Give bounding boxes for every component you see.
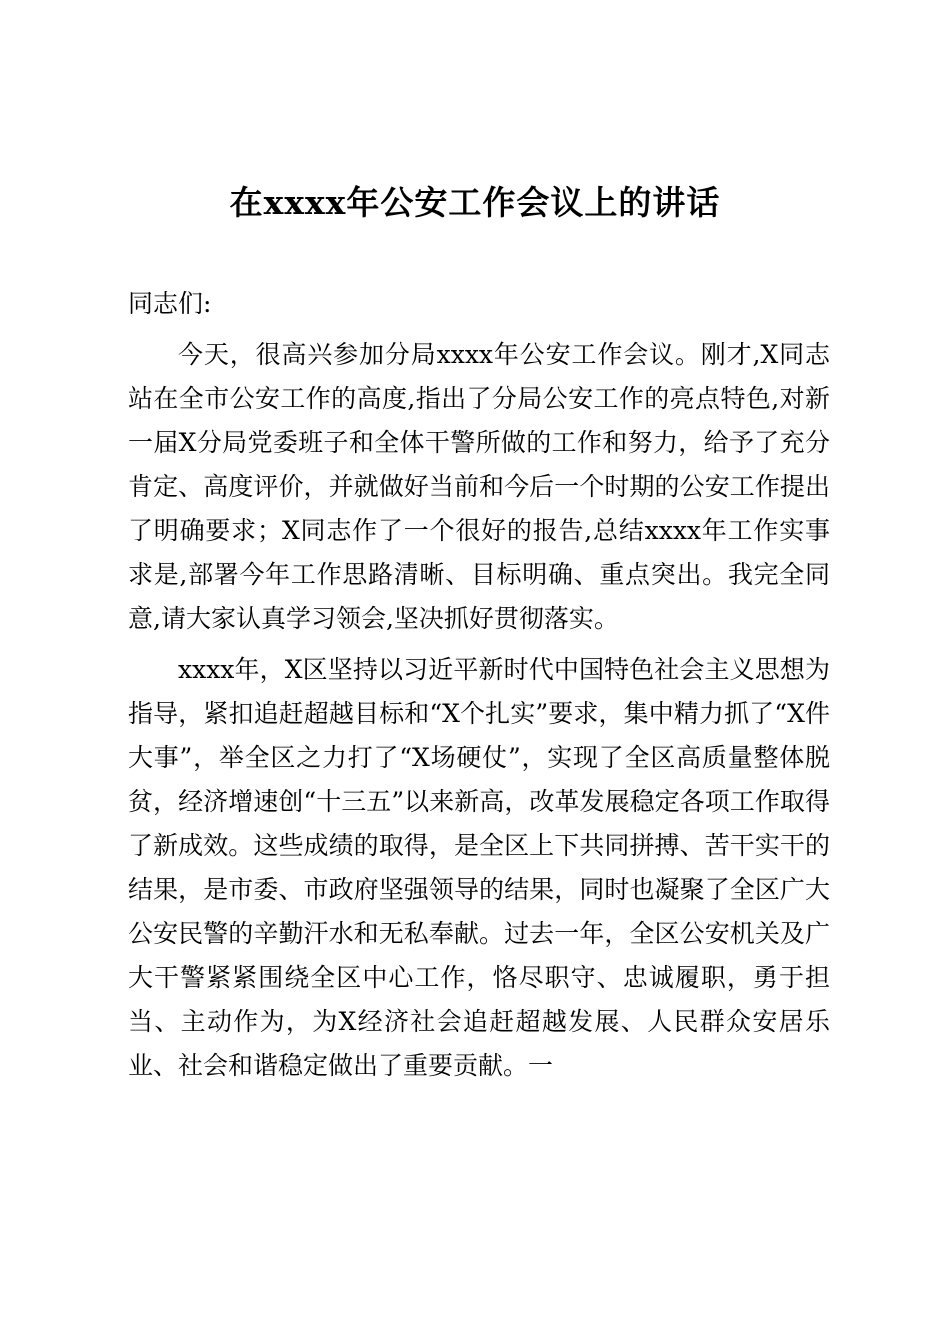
salutation: 同志们: — [128, 289, 212, 318]
paragraph-1: 今天，很高兴参加分局xxxx年公安工作会议。刚才,X同志站在全市公安工作的高度,指出了分局公安工作的亮点特色,对新一届X分局党委班子和全体干警所做的工作和努力，给予了充分肯定、高度评价，并就做好当前和今后一个时期的公安工作提出了明确要求；X同志作了一个很好的报告,总结xxxx年工作实事求是,部署今年工作思路清晰、目标明确、重点突出。我完全同意,请大家认真学习领会,坚决抓好贯彻落实。 — [128, 340, 830, 633]
document-title: 在xxxx年公安工作会议上的讲话 — [229, 183, 721, 222]
document-body — [128, 282, 830, 1095]
paragraph-2: xxxx年，X区坚持以习近平新时代中国特色社会主义思想为指导，紧扣追赶超越目标和“X个扎实”要求，集中精力抓了“X件大事”，举全区之力打了“X场硬仗”，实现了全区高质量整体脱贫，经济增速创“十三五”以来新高，改革发展稳定各项工作取得了新成效。这些成绩的取得，是全区上下共同拼搏、苦干实干的结果，是市委、市政府坚强领导的结果，同时也凝聚了全区广大公安民警的辛勤汗水和无私奉献。过去一年，全区公安机关及广大干警紧紧围绕全区中心工作，恪尽职守、忠诚履职，勇于担当、主动作为，为X经济社会追赶超越发展、人民群众安居乐业、社会和谐稳定做出了重要贡献。一 — [128, 655, 830, 1080]
